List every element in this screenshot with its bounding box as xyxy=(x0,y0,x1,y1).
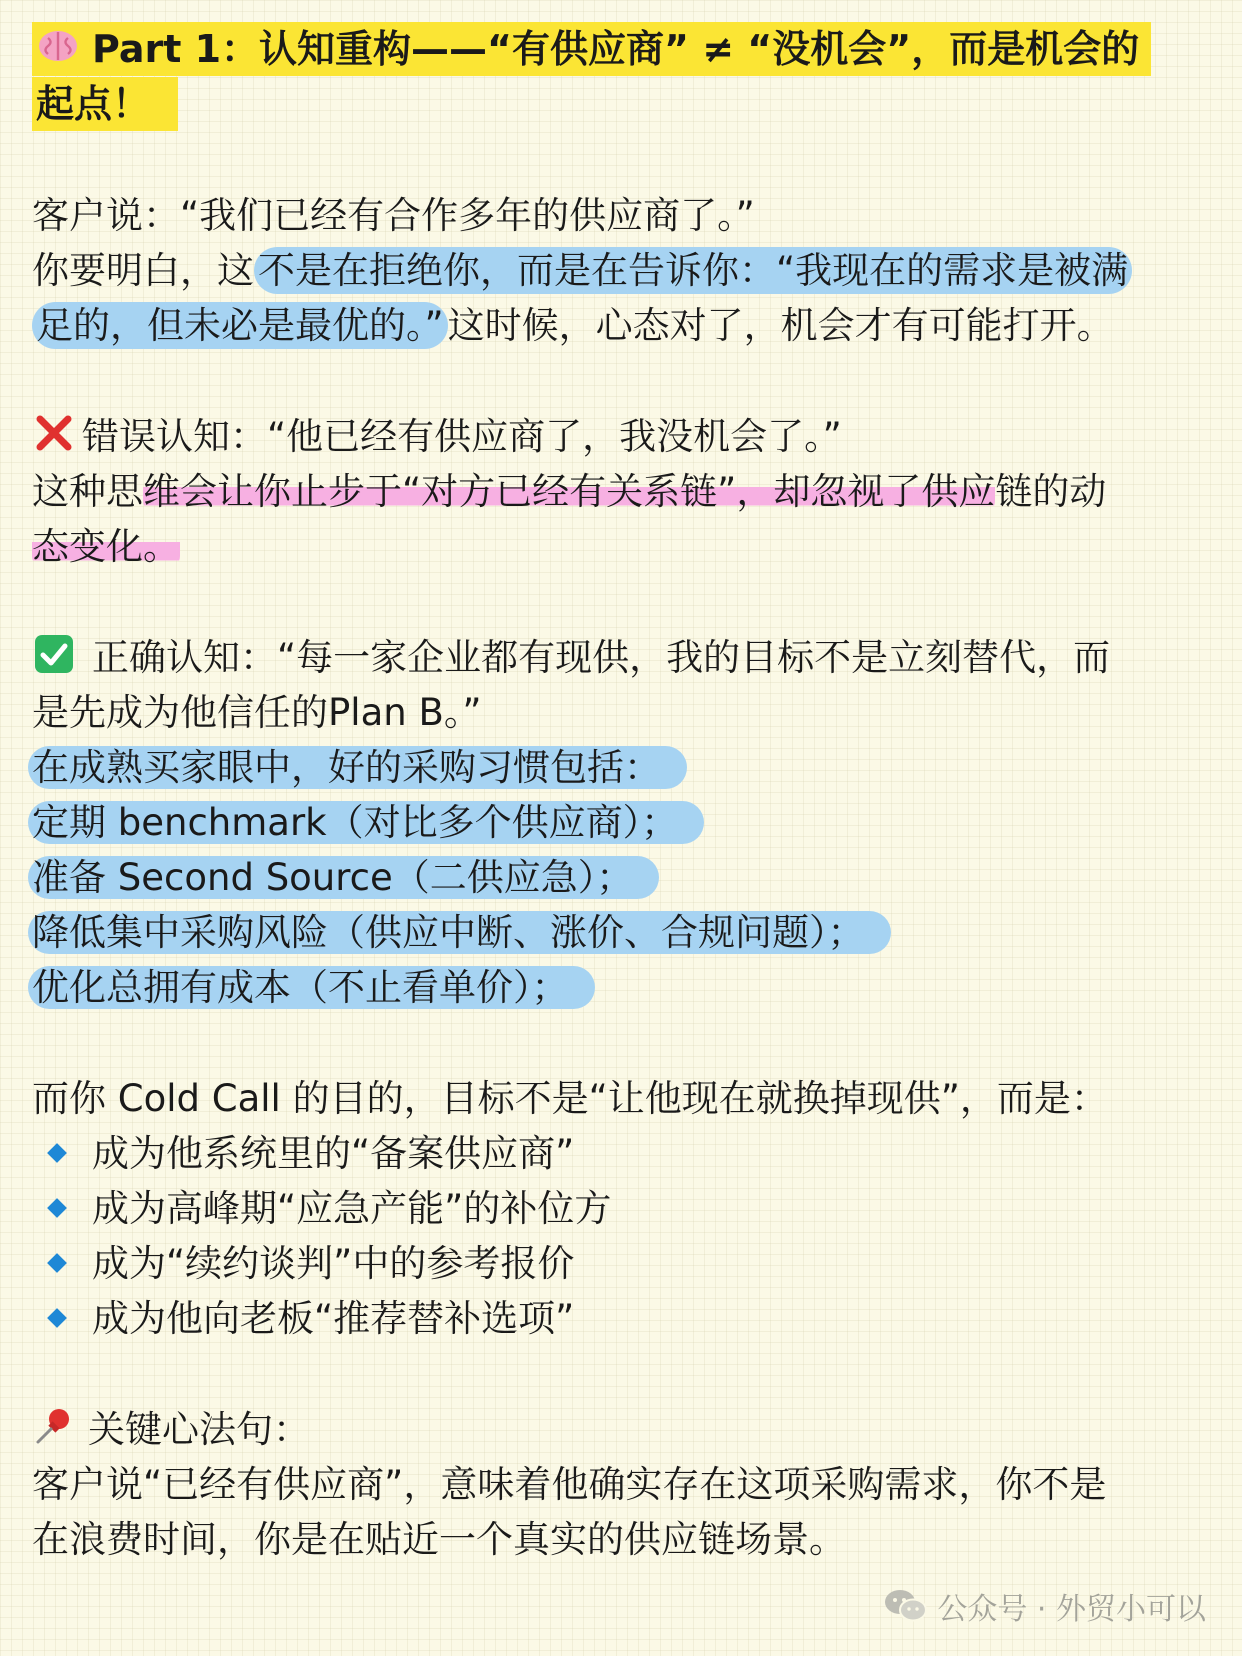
wrong-cognition-heading: 错误认知：“他已经有供应商了，我没机会了。” xyxy=(82,415,842,458)
goal-intro: 而你 Cold Call 的目的，目标不是“让他现在就换掉现供”，而是： xyxy=(32,1077,1108,1120)
title-line-2: 起点！ xyxy=(32,77,178,131)
list-item: 成为“续约谈判”中的参考报价 xyxy=(32,1236,1212,1291)
intro-highlight-1: 不是在拒绝你，而是在告诉你：“我现在的需求是被满 xyxy=(254,247,1132,294)
right-cognition-line-2: 是先成为他信任的Plan B。” xyxy=(32,691,482,734)
footer-text: 公众号 · 外贸小可以 xyxy=(937,1592,1206,1627)
intro-line-1: 客户说：“我们已经有合作多年的供应商了。” xyxy=(32,194,755,237)
wrong-cognition-section xyxy=(32,409,1212,574)
wrong-highlight-2: 态变化。 xyxy=(32,525,180,568)
key-sentence-section xyxy=(32,1402,1212,1567)
diamond-bullet-icon xyxy=(47,1308,67,1328)
wrong-highlight-1: 维会让你止步于“对方已经有关系链”，却忽视了供应 xyxy=(143,470,996,513)
cold-call-goal-section xyxy=(32,1071,1212,1346)
pushpin-icon xyxy=(32,1404,76,1448)
right-cognition-heading: 正确认知：“每一家企业都有现供，我的目标不是立刻替代，而 xyxy=(92,636,1111,679)
cross-mark-icon xyxy=(32,411,76,455)
habit-item: 在成熟买家眼中，好的采购习惯包括： xyxy=(28,746,687,789)
wrong-line-2-start: 这种思 xyxy=(32,470,143,513)
key-heading: 关键心法句： xyxy=(88,1408,310,1451)
key-line-1: 客户说“已经有供应商”，意味着他确实存在这项采购需求，你不是 xyxy=(32,1463,1107,1506)
list-item: 成为他向老板“推荐替补选项” xyxy=(32,1291,1212,1346)
habit-item: 准备 Second Source（二供应急）； xyxy=(28,856,659,899)
habit-item: 优化总拥有成本（不止看单价）； xyxy=(28,966,595,1009)
check-mark-icon xyxy=(32,632,76,676)
page-title xyxy=(32,22,1212,132)
intro-line-2-start: 你要明白，这 xyxy=(32,249,254,292)
right-cognition-section xyxy=(32,630,1212,1015)
intro-highlight-2: 足的，但未必是最优的。” xyxy=(32,302,448,349)
intro-paragraph xyxy=(32,188,1212,353)
list-item: 成为高峰期“应急产能”的补位方 xyxy=(32,1181,1212,1236)
footer-watermark xyxy=(883,1584,1206,1628)
title-line-1: Part 1：认知重构——“有供应商” ≠ “没机会”，而是机会的 xyxy=(92,27,1140,71)
diamond-bullet-icon xyxy=(47,1198,67,1218)
wrong-line-2-end: 链的动 xyxy=(995,470,1107,513)
habit-item: 降低集中采购风险（供应中断、涨价、合规问题）； xyxy=(28,911,891,954)
article xyxy=(32,22,1212,1567)
habit-item: 定期 benchmark（对比多个供应商）； xyxy=(28,801,704,844)
intro-line-3-end: 这时候，心态对了，机会才有可能打开。 xyxy=(447,304,1114,347)
key-line-2: 在浪费时间，你是在贴近一个真实的供应链场景。 xyxy=(32,1518,846,1561)
wechat-icon xyxy=(883,1588,927,1624)
list-item: 成为他系统里的“备案供应商” xyxy=(32,1126,1212,1181)
diamond-bullet-icon xyxy=(47,1143,67,1163)
diamond-bullet-icon xyxy=(47,1253,67,1273)
brain-icon xyxy=(36,24,80,68)
